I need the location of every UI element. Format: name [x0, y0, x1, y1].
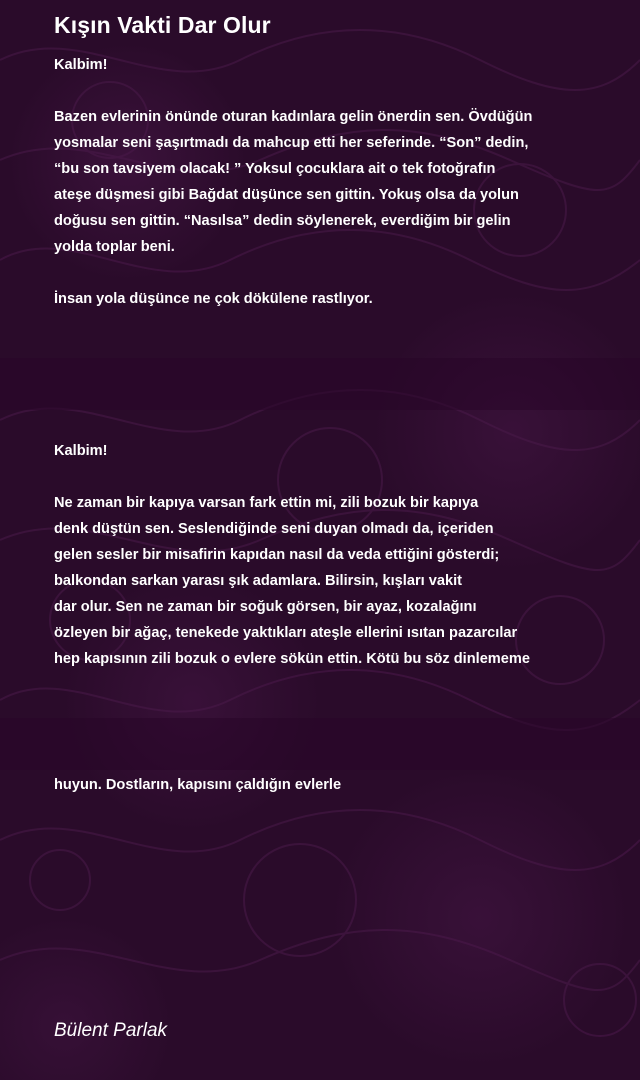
poem-line: dar olur. Sen ne zaman bir soğuk görsen, bir ayaz, kozalağını — [54, 599, 477, 615]
poem-line: ateşe düşmesi gibi Bağdat düşünce sen gittin. Yokuş olsa da yolun — [54, 187, 519, 203]
poem-line: balkondan sarkan yarası şık adamlara. Bilirsin, kışları vakit — [54, 573, 463, 589]
poem-line: doğusu sen gittin. “Nasılsa” dedin söylenerek, everdiğim bir gelin — [54, 213, 511, 229]
poem-line: huyun. Dostların, kapısını çaldığın evlerle — [54, 777, 342, 793]
author-name: Bülent Parlak — [54, 1020, 168, 1041]
poem-line: Ne zaman bir kapıya varsan fark ettin mi, zili bozuk bir kapıya — [54, 495, 479, 511]
poem-title: Kışın Vakti Dar Olur — [54, 12, 271, 38]
poem-line: hep kapısının zili bozuk o evlere sökün ettin. Kötü bu söz dinlememe — [54, 651, 530, 667]
poem-line: denk düştün sen. Seslendiğinde seni duyan olmadı da, içeriden — [54, 521, 494, 537]
poem-line: Kalbim! — [54, 443, 108, 459]
poem-line: İnsan yola düşünce ne çok dökülene rastlıyor. — [54, 291, 373, 307]
poem-line: yolda toplar beni. — [54, 239, 175, 255]
poem-line: özleyen bir ağaç, tenekede yaktıkları ateşle ellerini ısıtan pazarcılar — [54, 625, 518, 641]
poem-line: yosmalar seni şaşırtmadı da mahcup etti her seferinde. “Son” dedin, — [54, 135, 529, 151]
divider-band — [0, 358, 640, 410]
divider-band — [0, 718, 640, 770]
poem-line: gelen sesler bir misafirin kapıdan nasıl da veda ettiğini gösterdi; — [54, 547, 500, 563]
poem-line: Kalbim! — [54, 57, 108, 73]
poem-line: “bu son tavsiyem olacak! ” Yoksul çocuklara ait o tek fotoğrafın — [54, 161, 496, 177]
poem-line: Bazen evlerinin önünde oturan kadınlara gelin önerdin sen. Övdüğün — [54, 109, 533, 125]
